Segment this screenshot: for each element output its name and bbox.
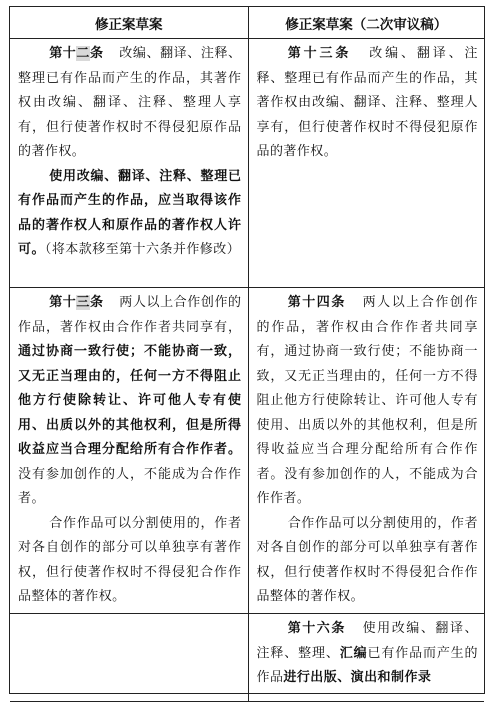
added-text-bold: 汇编 (339, 645, 368, 661)
added-text-bold: 使用改编、翻译、注释、整理已有作品而产生的作品，应当取得该作品的著作权人和原作品的著作权人许可。 (18, 168, 242, 257)
changed-numeral-highlight: 三 (76, 295, 90, 310)
table-row (10, 288, 484, 614)
added-text-bold: 通过协商一致行使；不能协商一致，又无正当理由的，任何一方不得阻止他方行使除转让、许可他人专有使用、出质以外的其他权利，但是所得收益应当合理分配给所有合作作者。 (18, 344, 242, 457)
paragraph (18, 165, 242, 263)
changed-numeral-highlight: 二 (76, 46, 90, 61)
article-text: 没有参加创作的人，不能成为合作作者。 (18, 466, 242, 506)
header-row (10, 7, 484, 39)
cell-article-14-revised (248, 288, 484, 614)
article-heading: 第十六条 (287, 621, 346, 636)
article-text: 改编、翻译、注释、整理已有作品而产生的作品，其著作权由改编、翻译、注释、整理人享有，但行使著作权时不得侵犯原作品的著作权。 (256, 46, 478, 159)
cell-article-13-draft (10, 288, 248, 614)
table-row (10, 614, 484, 702)
header-draft-amendment: 修正案草案 (10, 7, 248, 39)
paragraph: 合作作品可以分割使用的，作者对各自创作的部分可以单独享有著作权，但行使著作权时不得侵犯合作作品整体的著作权。 (18, 515, 242, 604)
article-text: 改编、翻译、注释、整理已有作品而产生的作品，其著作权由改编、翻译、注释、整理人享有，但行使著作权时不得侵犯原作品的著作权。 (18, 46, 242, 159)
article-text: 使用改编、翻译、注释、整理、 (256, 621, 478, 661)
cell-article-16-revised (248, 614, 484, 702)
header-second-reading-draft: 修正案草案（二次审议稿） (248, 7, 484, 39)
article-heading: 第十三条 (49, 295, 104, 310)
article-heading: 第十二条 (49, 46, 104, 61)
paragraph (18, 291, 242, 512)
table-row (10, 39, 484, 288)
cell-article-12-draft (10, 39, 248, 288)
article-text: 两人以上合作创作的作品，著作权由合作作者共同享有，通过协商一致行使；不能协商一致，又无正当理由的，任何一方不得阻止他方行使除转让、许可他人专有使用、出质以外的其他权利，但是所得收益应当合理分配给所有合作作者。没有参加创作的人，不能成为合作作者。 (256, 295, 478, 506)
paragraph (257, 291, 479, 512)
paragraph (257, 42, 479, 165)
editor-note: （将本款移至第十六条并作修改） (44, 242, 241, 257)
cell-article-13-revised (248, 39, 484, 288)
paragraph: 合作作品可以分割使用的，作者对各自创作的部分可以单独享有著作权，但行使著作权时不得侵犯合作作品整体的著作权。 (256, 515, 478, 604)
article-text: 两人以上合作创作的作品，著作权由合作作者共同享有， (18, 295, 242, 335)
amendment-comparison-table (10, 7, 484, 702)
added-text-bold: 进行出版、演出和制作录 (283, 670, 432, 685)
cell-empty (10, 614, 248, 702)
paragraph (18, 42, 242, 165)
article-text: 已有作品而产生的作品 (256, 645, 479, 685)
article-heading: 第十四条 (287, 295, 346, 310)
comparison-table-container (9, 6, 485, 694)
article-heading: 第十三条 (287, 46, 352, 61)
paragraph (257, 617, 479, 691)
